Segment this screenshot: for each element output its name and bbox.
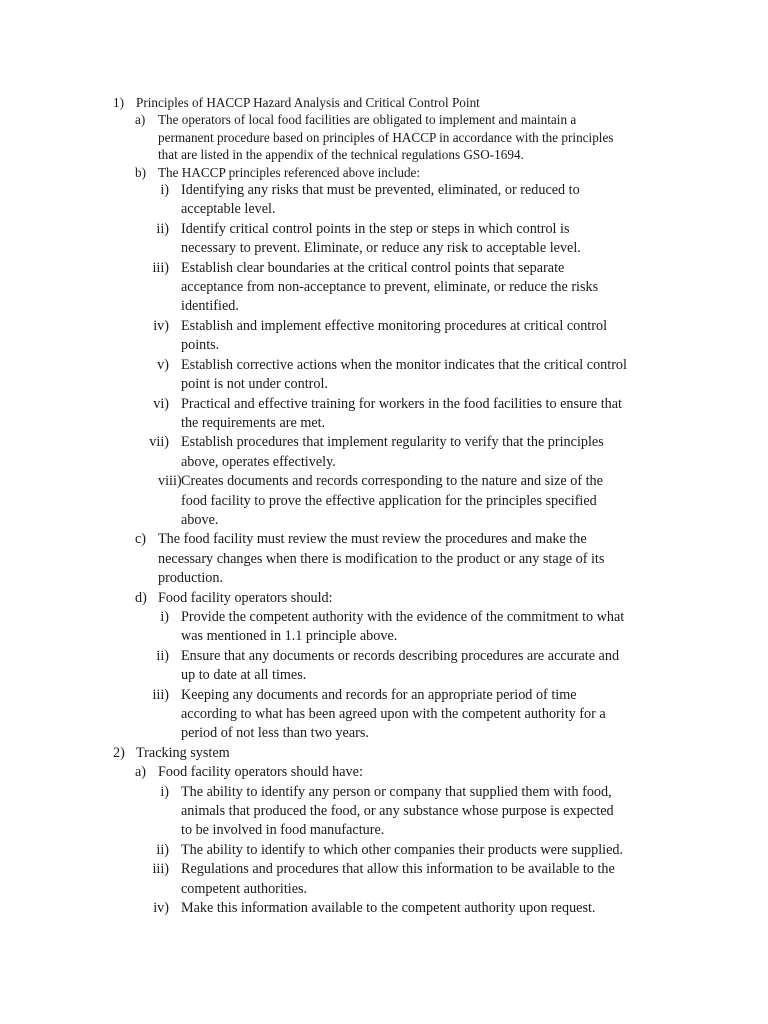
sub-list-item-line [0, 453, 768, 472]
sub-list-item-line [0, 239, 768, 258]
sub-list-item-line [0, 841, 768, 860]
list-item-text: Food facility operators should: [158, 589, 333, 606]
sub-list-item-text: the requirements are met. [181, 414, 326, 431]
sub-list-item-text: period of not less than two years. [181, 725, 369, 742]
sub-list-item-text: Ensure that any documents or records describing procedures are accurate and [181, 647, 620, 664]
sub-list-item-line [0, 899, 768, 918]
sub-list-item-marker: vii) [149, 434, 169, 451]
list-item-line [0, 111, 768, 128]
list-item-line [0, 164, 768, 181]
list-item-text: The HACCP principles referenced above include: [158, 164, 421, 180]
sub-list-item-text: Identify critical control points in the step or steps in which control is [181, 220, 570, 237]
sub-list-item-text: Establish clear boundaries at the critical control points that separate [181, 259, 565, 276]
section-heading-text: Principles of HACCP Hazard Analysis and Critical Control Point [136, 95, 480, 110]
list-item-line [0, 129, 768, 146]
sub-list-item-marker: i) [160, 608, 169, 625]
list-item-text: The food facility must review the must review the procedures and make the [158, 531, 587, 548]
sub-list-item-text: The ability to identify to which other companies their products were supplied. [181, 841, 624, 858]
sub-list-item-line [0, 433, 768, 452]
sub-list-item-line [0, 395, 768, 414]
list-item-marker: b) [135, 164, 146, 180]
sub-list-item-marker: iii) [152, 861, 169, 878]
sub-list-item-line [0, 220, 768, 239]
section-heading-text: Tracking system [136, 744, 230, 761]
sub-list-item-line [0, 492, 768, 511]
sub-list-item-marker: iv) [153, 900, 169, 917]
sub-list-item-text: Make this information available to the competent authority upon request. [181, 900, 596, 917]
section-heading-line [0, 94, 768, 111]
sub-list-item-marker: i) [160, 783, 169, 800]
sub-list-item-line [0, 317, 768, 336]
list-item-line [0, 550, 768, 569]
sub-list-item-marker: ii) [156, 841, 169, 858]
sub-list-item-text: Keeping any documents and records for an appropriate period of time [181, 686, 577, 703]
sub-list-item-line [0, 647, 768, 666]
sub-list-item-text: Establish corrective actions when the monitor indicates that the critical control [181, 356, 627, 373]
sub-list-item-text: Identifying any risks that must be prevented, eliminated, or reduced to [181, 182, 580, 199]
sub-list-item-line [0, 414, 768, 433]
sub-list-item-line [0, 783, 768, 802]
sub-list-item-text: was mentioned in 1.1 principle above. [181, 628, 398, 645]
sub-list-item-marker: iv) [153, 317, 169, 334]
list-item-text: necessary changes when there is modification to the product or any stage of its [158, 550, 605, 567]
sub-list-item-text: acceptable level. [181, 201, 276, 218]
list-item-marker: d) [135, 589, 147, 606]
sub-list-item-text: Provide the competent authority with the evidence of the commitment to what [181, 608, 625, 625]
sub-list-item-marker: vi) [153, 395, 169, 412]
sub-list-item-text: necessary to prevent. Eliminate, or reduce any risk to acceptable level. [181, 240, 581, 257]
list-item-line [0, 569, 768, 588]
sub-list-item-text: point is not under control. [181, 376, 328, 393]
sub-list-item-line [0, 860, 768, 879]
list-item-line [0, 589, 768, 608]
sub-list-item-text: The ability to identify any person or company that supplied them with food, [181, 783, 612, 800]
list-item-line [0, 530, 768, 549]
list-item-text: that are listed in the appendix of the technical regulations GSO-1694. [158, 147, 524, 163]
list-item-text: Food facility operators should have: [158, 764, 363, 781]
sub-list-item-line [0, 472, 768, 491]
sub-list-item-line [0, 181, 768, 200]
sub-list-item-text: identified. [181, 298, 239, 315]
sub-list-item-text: Regulations and procedures that allow this information to be available to the [181, 861, 615, 878]
list-item-line [0, 146, 768, 163]
list-item-marker: c) [135, 531, 147, 548]
sub-list-item-line [0, 297, 768, 316]
sub-list-item-text: Creates documents and records corresponding to the nature and size of the [181, 473, 603, 490]
sub-list-item-text: to be involved in food manufacture. [181, 822, 385, 839]
sub-list-item-marker: ii) [156, 220, 169, 237]
sub-list-item-line [0, 278, 768, 297]
section-heading-marker: 2) [113, 744, 125, 761]
sub-list-item-text: Establish procedures that implement regularity to verify that the principles [181, 434, 604, 451]
sub-list-item-marker: v) [157, 356, 169, 373]
sub-list-item-line [0, 666, 768, 685]
list-item-text: production. [158, 570, 224, 587]
sub-list-item-text: according to what has been agreed upon with the competent authority for a [181, 706, 606, 722]
sub-list-item-line [0, 802, 768, 821]
sub-list-item-line [0, 627, 768, 646]
sub-list-item-text: food facility to prove the effective application for the principles specified [181, 492, 597, 509]
list-item-text: permanent procedure based on principles of HACCP in accordance with the principles [158, 129, 614, 145]
section-heading-marker: 1) [113, 95, 124, 110]
list-item-marker: a) [135, 112, 146, 128]
sub-list-item-marker: iii) [152, 686, 169, 703]
sub-list-item-marker: viii) [158, 473, 182, 490]
list-item-text: The operators of local food facilities are obligated to implement and maintain a [158, 112, 577, 128]
sub-list-item-line [0, 608, 768, 627]
section-heading-line [0, 744, 768, 763]
list-item-marker: a) [135, 764, 147, 781]
sub-list-item-line [0, 375, 768, 394]
sub-list-item-text: above, operates effectively. [181, 453, 336, 470]
sub-list-item-text: up to date at all times. [181, 667, 307, 684]
sub-list-item-line [0, 880, 768, 899]
sub-list-item-line [0, 686, 768, 705]
sub-list-item-marker: i) [160, 182, 169, 199]
sub-list-item-text: competent authorities. [181, 880, 308, 897]
sub-list-item-text: acceptance from non-acceptance to prevent, eliminate, or reduce the risks [181, 279, 599, 296]
sub-list-item-marker: iii) [152, 259, 169, 276]
sub-list-item-line [0, 259, 768, 278]
list-item-line [0, 763, 768, 782]
sub-list-item-line [0, 336, 768, 355]
sub-list-item-text: animals that produced the food, or any substance whose purpose is expected [181, 803, 614, 820]
sub-list-item-line [0, 200, 768, 219]
sub-list-item-line [0, 511, 768, 530]
sub-list-item-text: above. [181, 511, 219, 528]
sub-list-item-text: Practical and effective training for workers in the food facilities to ensure that [181, 395, 622, 412]
document-page [0, 94, 768, 918]
sub-list-item-line [0, 356, 768, 375]
sub-list-item-line [0, 821, 768, 840]
sub-list-item-text: Establish and implement effective monitoring procedures at critical control [181, 317, 608, 334]
sub-list-item-text: points. [181, 337, 220, 354]
sub-list-item-marker: ii) [156, 647, 169, 664]
sub-list-item-line [0, 724, 768, 743]
sub-list-item-line [0, 705, 768, 724]
